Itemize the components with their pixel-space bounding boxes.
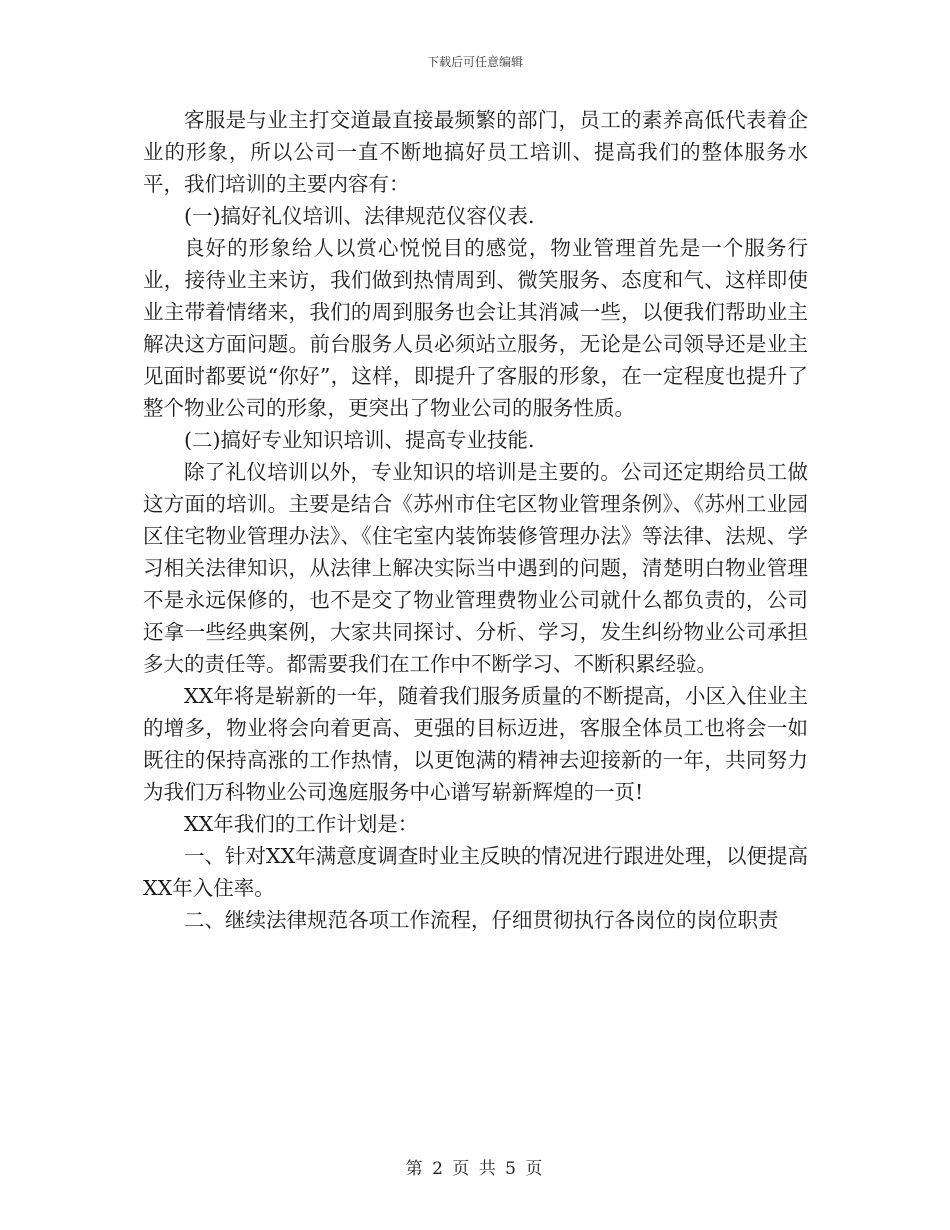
paragraph: 良好的形象给人以赏心悦悦目的感觉，物业管理首先是一个服务行业，接待业主来访，我们做到热情周到、微笑服务、态度和气、这样即使业主带着情绪来，我们的周到服务也会让其消减一些，以便我们帮助业主解决这方面问题。前台服务人员必须站立服务，无论是公司领导还是业主见面时都要说“你好”，这样，即提升了客服的形象，在一定程度也提升了整个物业公司的形象，更突出了物业公司的服务性质。	[143, 236, 808, 420]
plan-item: 二、继续法律规范各项工作流程，仔细贯彻执行各岗位的岗位职责	[184, 908, 779, 932]
page-header: 下载后可任意编辑	[426, 55, 523, 69]
paragraph: XX年将是崭新的一年，随着我们服务质量的不断提高，小区入住业主的增多，物业将会向着更高、更强的目标迈进，客服全体员工也将会一如既往的保持高涨的工作热情，以更饱满的精神去迎接新的一年，共同努力为我们万科物业公司逸庭服务中心谱写崭新辉煌的一页!	[143, 684, 808, 804]
page-number: 第 2 页 共 5 页	[405, 1159, 545, 1179]
plan-item: 一、针对XX年满意度调查时业主反映的情况进行跟进处理，以便提高XX年入住率。	[143, 844, 808, 900]
paragraph: 除了礼仪培训以外，专业知识的培训是主要的。公司还定期给员工做这方面的培训。主要是结合《苏州市住宅区物业管理条例》、《苏州工业园区住宅物业管理办法》、《住宅室内装饰装修管理办法》等法律、法规、学习相关法律知识，从法律上解决实际当中遇到的问题，清楚明白物业管理不是永远保修的，也不是交了物业管理费物业公司就什么都负责的，公司还拿一些经典案例，大家共同探讨、分析、学习，发生纠纷物业公司承担多大的责任等。都需要我们在工作中不断学习、不断积累经验。	[143, 460, 808, 676]
paragraph: 客服是与业主打交道最直接最频繁的部门，员工的素养高低代表着企业的形象，所以公司一直不断地搞好员工培训、提高我们的整体服务水平，我们培训的主要内容有：	[143, 108, 808, 196]
section-heading: (一)搞好礼仪培训、法律规范仪容仪表.	[184, 204, 535, 228]
section-heading: (二)搞好专业知识培训、提高专业技能.	[184, 428, 535, 452]
document-body	[143, 104, 808, 936]
paragraph: XX年我们的工作计划是：	[184, 812, 419, 836]
